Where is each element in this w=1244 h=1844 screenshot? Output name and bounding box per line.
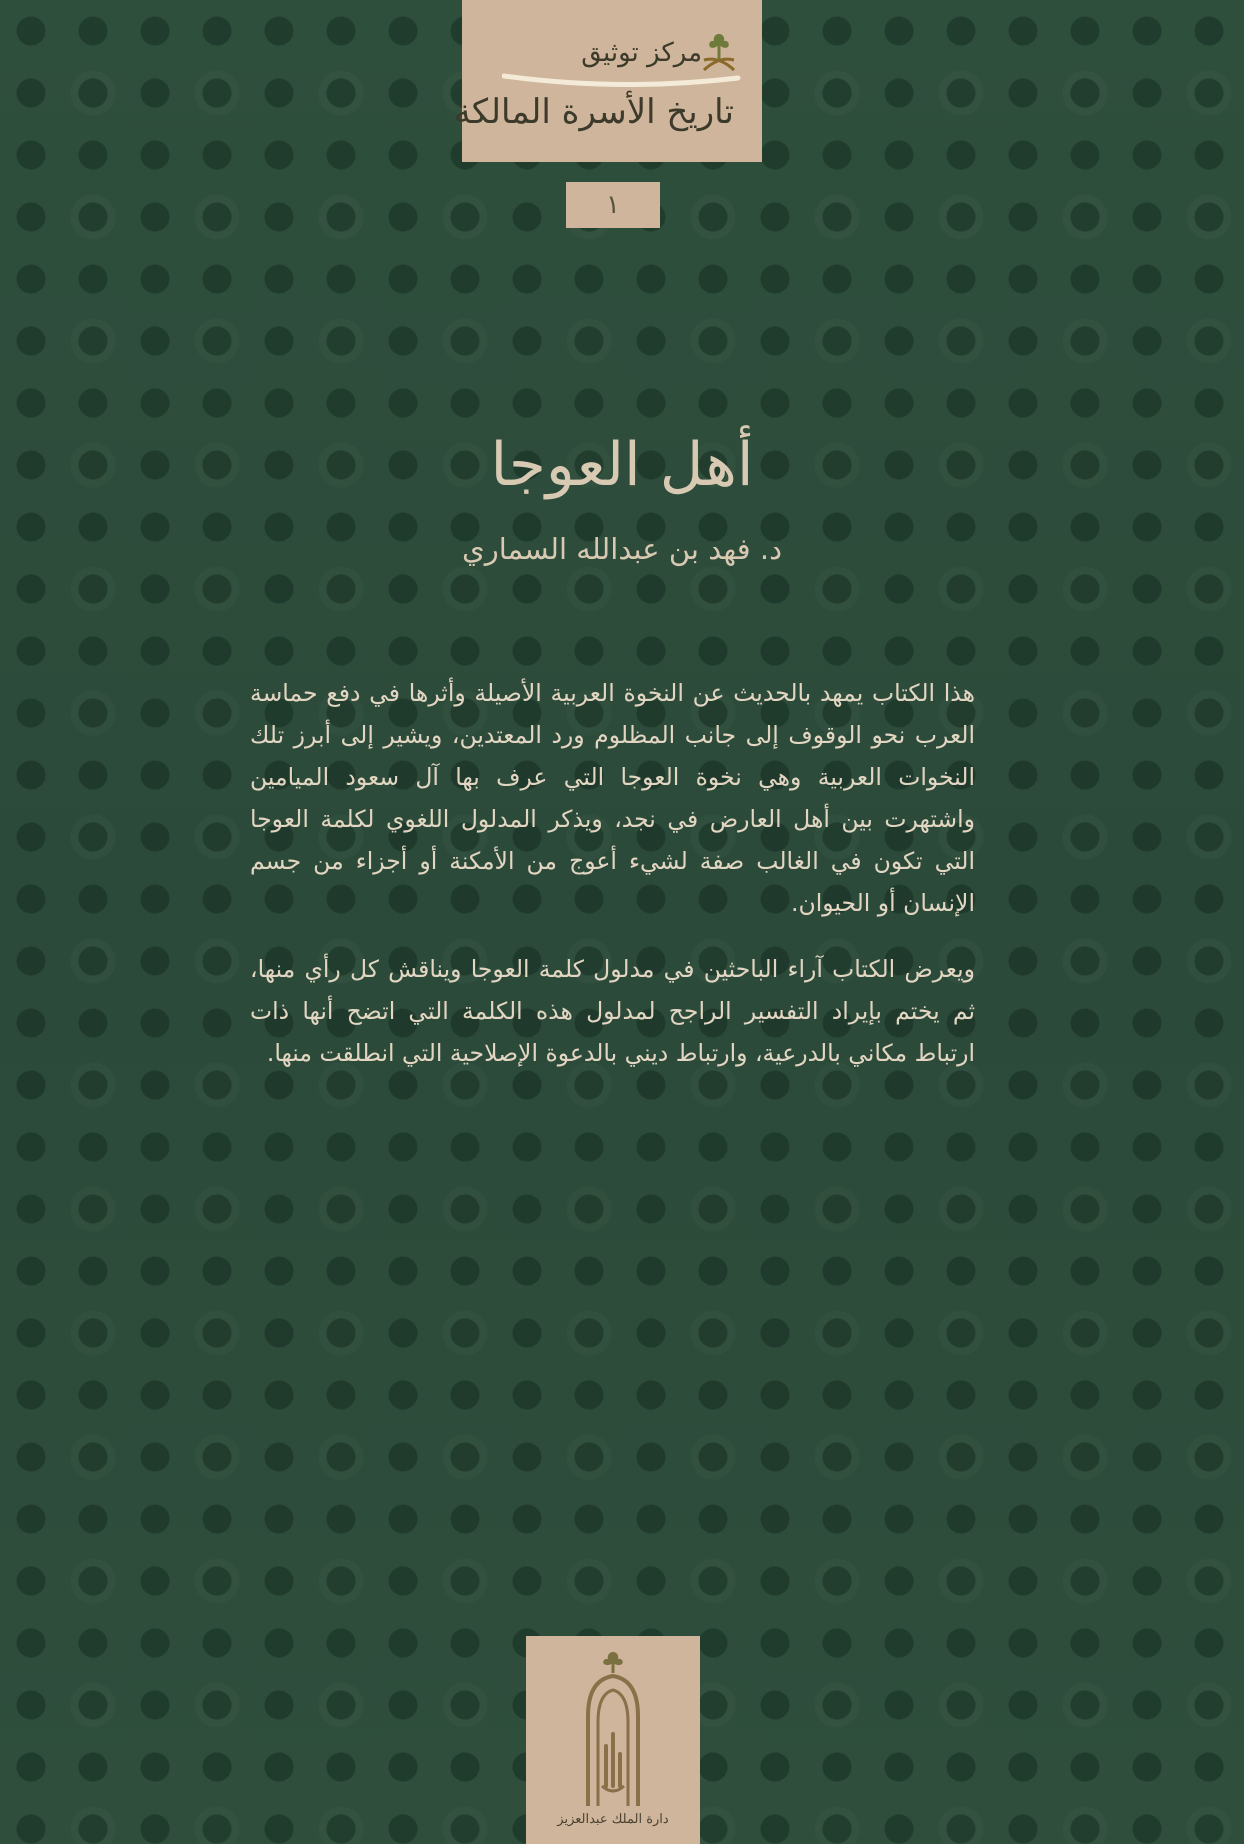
description-paragraph: ويعرض الكتاب آراء الباحثين في مدلول كلمة العوجا ويناقش كل رأي منها، ثم يختم بإيراد التفسير الراجح لمدلول هذه الكلمة التي اتضح أنها ذات ارتباط مكاني بالدرعية، وارتباط ديني بالدعوة الإصلاحية التي انطلقت منها. <box>250 955 975 1067</box>
series-number: ١ <box>566 182 660 228</box>
publisher-name: دارة الملك عبدالعزيز <box>557 1812 669 1827</box>
book-description <box>250 672 975 1098</box>
publisher-logo <box>526 1636 700 1844</box>
org-name-line1: مركز توثيق <box>581 38 702 68</box>
description-paragraph: هذا الكتاب يمهد بالحديث عن النخوة العربية الأصيلة وأثرها في دفع حماسة العرب نحو الوقوف إلى جانب المظلوم ورد المعتدين، ويشير إلى أبرز تلك النخوات العربية وهي نخوة العوجا التي عرف بها آل سعود الميامين واشتهرت بين أهل العارض في نجد، ويذكر المدلول اللغوي لكلمة العوجا التي تكون في الغالب صفة لشيء أعوج من الأمكنة أو أجزاء من جسم الإنسان أو الحيوان. <box>250 679 975 917</box>
org-name-line2: تاريخ الأسرة المالكة <box>453 92 734 132</box>
book-author: د. فهد بن عبدالله السماري <box>462 532 782 566</box>
book-title: أهل العوجا <box>490 430 754 500</box>
series-badge <box>453 0 762 162</box>
swoosh-decoration <box>502 68 742 90</box>
